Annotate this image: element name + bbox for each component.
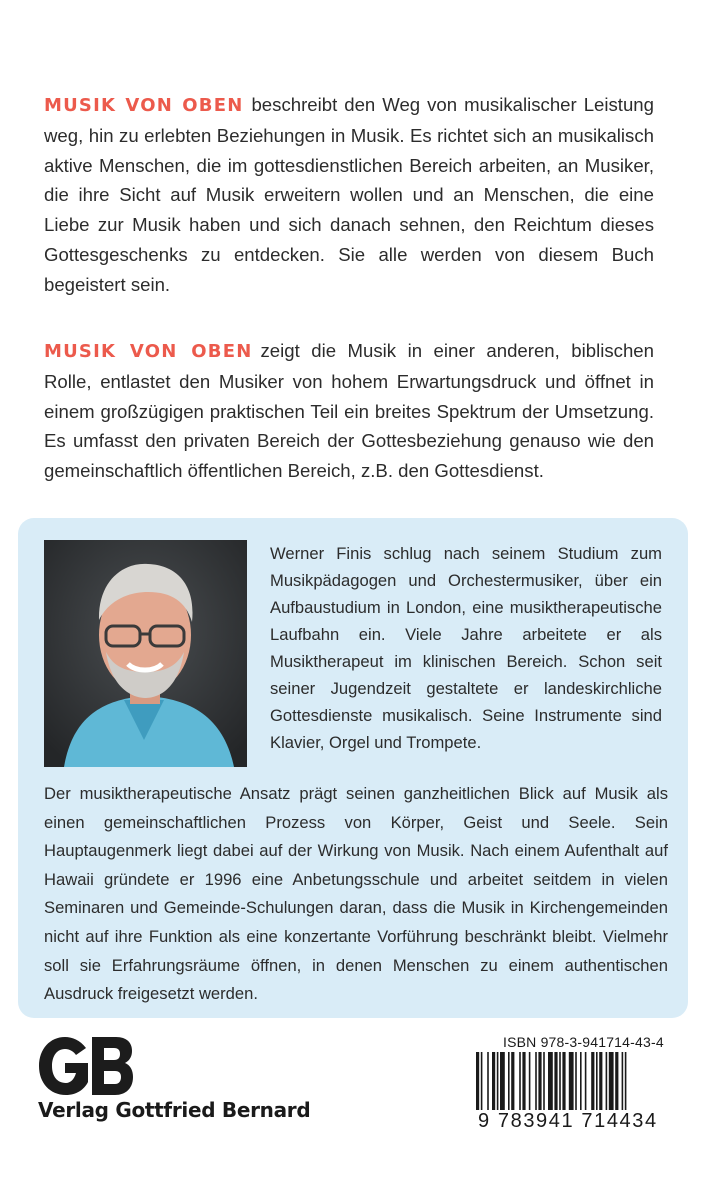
barcode-bar [585,1052,587,1110]
isbn-barcode-digits: 9 783941 714434 [478,1110,658,1132]
author-photo [44,540,247,767]
isbn-barcode [476,1052,672,1116]
barcode-bar [481,1052,483,1110]
barcode-bar [580,1052,582,1110]
barcode-bar [562,1052,565,1110]
barcode-bar [500,1052,505,1110]
author-portrait-icon [44,540,247,767]
barcode-bar [615,1052,618,1110]
barcode-bar [596,1052,598,1110]
intro-paragraph-1 [44,90,654,300]
barcode-bar [569,1052,574,1110]
barcode-bar [559,1052,561,1110]
publisher-name: Verlag Gottfried Bernard [38,1098,311,1122]
barcode-bar [487,1052,489,1110]
brand-title: MUSIK VON OBEN [44,95,244,116]
barcode-bar [492,1052,495,1110]
publisher-logo [38,1036,134,1100]
isbn-barcode-icon [476,1052,672,1112]
barcode-bar [511,1052,514,1110]
isbn-label: ISBN 978-3-941714-43-4 [503,1034,664,1050]
brand-title: MUSIK VON OBEN [44,341,253,362]
intro-paragraph-1-text: beschreibt den Weg von musikalischer Leistung weg, hin zu erlebten Beziehungen in Musik. Es richtet sich an musikalisch aktive Menschen, die im gottesdienstlichen Bereich arbeiten, an Musiker, die ihre Sicht auf Musik erweitern wollen und an Menschen, die eine Liebe zur Musik haben und sich danach sehnen, den Reichtum dieses Gottesgeschenks zu entdecken. Sie alle werden von diesem Buch begeistert sein. [44,94,654,295]
barcode-bar [625,1052,627,1110]
gb-publisher-logo-icon [38,1036,134,1096]
barcode-bar [538,1052,541,1110]
barcode-bar [535,1052,537,1110]
barcode-bar [554,1052,557,1110]
barcode-bar [508,1052,510,1110]
barcode-bar [522,1052,525,1110]
barcode-bar [591,1052,594,1110]
barcode-bar [606,1052,608,1110]
author-bio-intro: Werner Finis schlug nach seinem Studium zum Musikpädagogen und Orchestermusiker, über ein Aufbaustudium in London, eine musiktherapeutische Laufbahn ein. Viele Jahre arbeitete er als Musiktherapeut im klinischen Bereich. Schon seit seiner Jugendzeit gestaltete er landeskirchliche Gottesdienste musikalisch. Seine Instrumente sind Klavier, Orgel und Trompete. [270,544,662,752]
barcode-bar [609,1052,614,1110]
barcode-bar [497,1052,499,1110]
intro-paragraph-2 [44,336,654,486]
barcode-bar [476,1052,479,1110]
barcode-bar [529,1052,531,1110]
barcode-bar [575,1052,577,1110]
barcode-bar [519,1052,521,1110]
barcode-bar [548,1052,553,1110]
barcode-bar [599,1052,602,1110]
intro-paragraph-2-text: zeigt die Musik in einer anderen, biblischen Rolle, entlastet den Musiker von hohem Erwartungsdruck und öffnet in einem großzügigen praktischen Teil ein breites Spektrum der Umsetzung. Es umfasst den privaten Bereich der Gottesbeziehung genauso wie den gemeinschaftlich öffentlichen Bereich, z.B. den Gottesdienst. [44,340,654,482]
author-bio-continued: Der musiktherapeutische Ansatz prägt seinen ganzheitlichen Blick auf Musik als einen gemeinschaftlichen Prozess von Körper, Geist und Seele. Sein Hauptaugenmerk liegt dabei auf der Wirkung von Musik. Nach einem Aufenthalt auf Hawaii gründete er 1996 eine Anbetungsschule und arbeitet seitdem in vielen Seminaren und Gemeinde-Schulungen daran, dass die Musik in Kirchengemeinden nicht auf ihre Funktion als eine konzertante Vorführung beschränkt bleibt. Vielmehr soll sie Erfahrungsräume öffnen, in denen Menschen zu einem authentischen Ausdruck freigesetzt werden. [44,784,668,1004]
barcode-bar [543,1052,545,1110]
barcode-bar [622,1052,624,1110]
